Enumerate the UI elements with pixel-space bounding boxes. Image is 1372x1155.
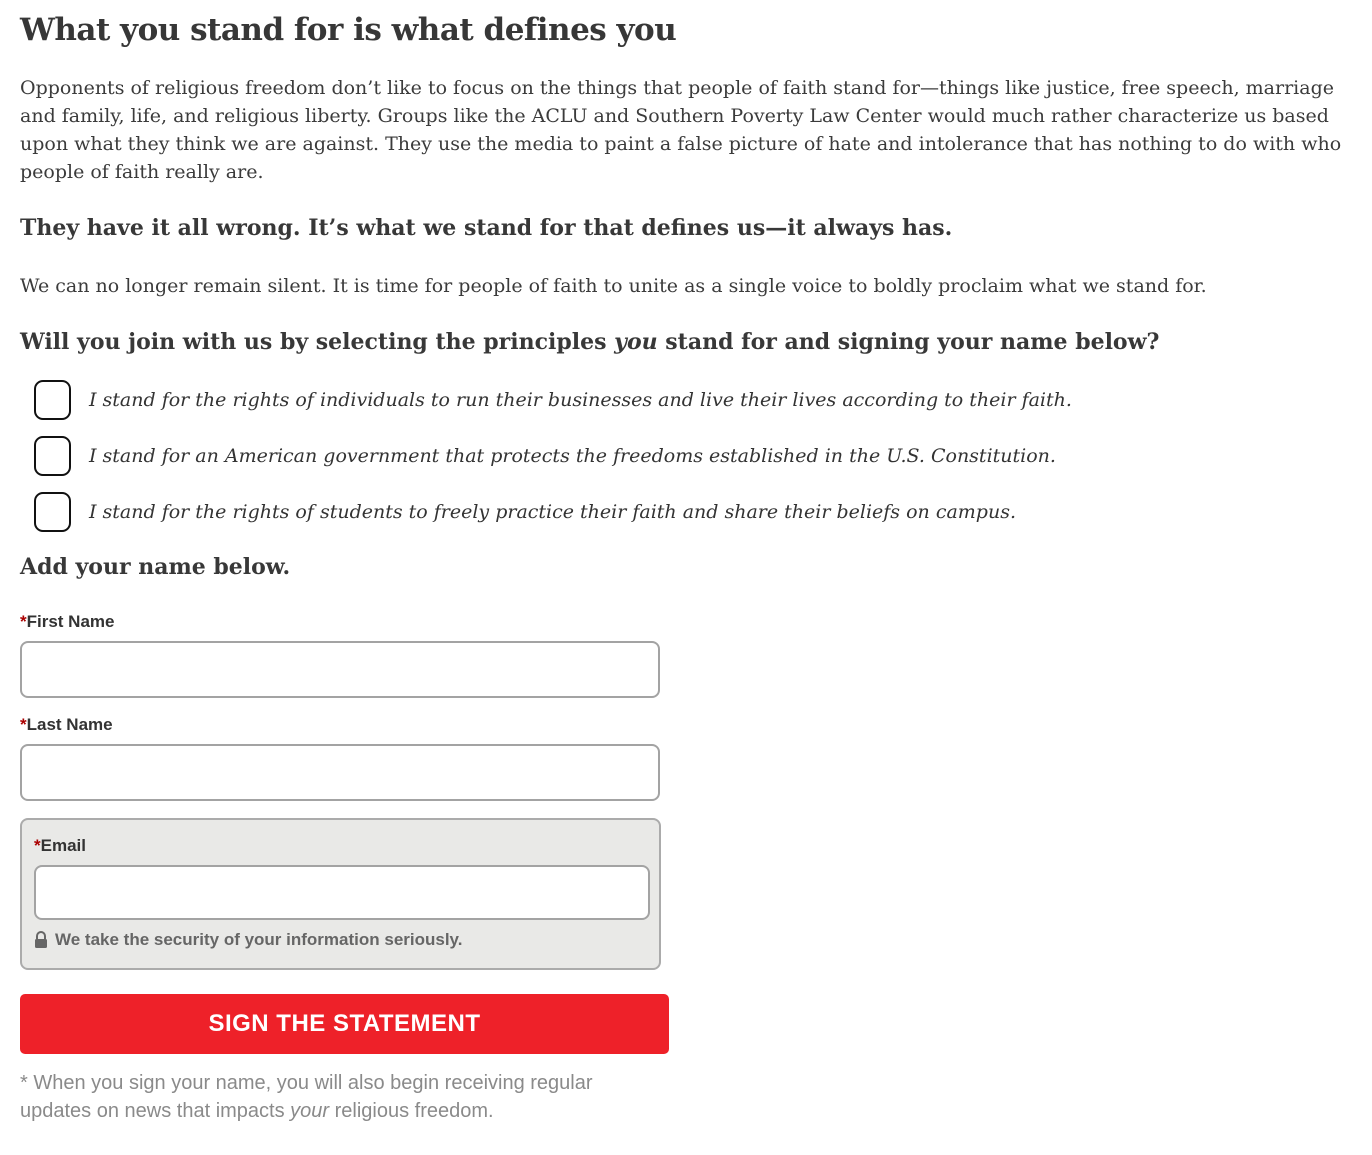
principle-checkbox-government[interactable] bbox=[34, 436, 71, 476]
last-name-input[interactable] bbox=[20, 744, 660, 801]
security-note-text: We take the security of your information seriously. bbox=[55, 930, 463, 949]
principle-checkbox-students[interactable] bbox=[34, 492, 71, 532]
email-label-text: Email bbox=[40, 836, 86, 855]
question-text-emphasis: you bbox=[614, 329, 658, 355]
last-name-label-text: Last Name bbox=[26, 715, 113, 734]
lock-icon bbox=[34, 931, 48, 949]
sign-statement-button[interactable]: SIGN THE STATEMENT bbox=[20, 994, 669, 1054]
callout-paragraph: We can no longer remain silent. It is time for people of faith to unite as a single voice to boldly proclaim what we stand for. bbox=[20, 275, 1207, 297]
first-name-input[interactable] bbox=[20, 641, 660, 698]
question-heading bbox=[20, 328, 1352, 356]
principle-checkbox-businesses[interactable] bbox=[34, 380, 71, 420]
principle-row-students bbox=[34, 492, 1352, 532]
last-name-label bbox=[20, 715, 670, 735]
footer-note bbox=[20, 1069, 650, 1125]
security-note bbox=[34, 930, 647, 950]
first-name-label bbox=[20, 612, 670, 632]
footer-text-after: religious freedom. bbox=[329, 1100, 494, 1122]
email-section bbox=[20, 818, 661, 970]
required-asterisk: * bbox=[20, 715, 27, 734]
principle-label: I stand for an American government that protects the freedoms established in the U.S. Constitution. bbox=[89, 445, 1056, 467]
add-name-heading: Add your name below. bbox=[20, 554, 291, 580]
footer-text-emphasis: your bbox=[290, 1100, 330, 1122]
principle-row-government bbox=[34, 436, 1352, 476]
email-input[interactable] bbox=[34, 865, 650, 920]
footer-text-before: * When you sign your name, you will also begin receiving regular updates on news that impacts bbox=[20, 1072, 593, 1122]
principle-label: I stand for the rights of students to freely practice their faith and share their beliefs on campus. bbox=[89, 501, 1016, 523]
subheading: They have it all wrong. It’s what we stand for that defines us—it always has. bbox=[20, 215, 953, 241]
principle-row-businesses bbox=[34, 380, 1352, 420]
required-asterisk: * bbox=[34, 836, 41, 855]
principle-label: I stand for the rights of individuals to run their businesses and live their lives according to their faith. bbox=[89, 389, 1072, 411]
required-asterisk: * bbox=[20, 612, 27, 631]
intro-paragraph: Opponents of religious freedom don’t like to focus on the things that people of faith stand for—things like justice, free speech, marriage and family, life, and religious liberty. Groups like the ACLU and Southern Poverty Law Center would much rather characterize us based upon what they think we are against. They use the media to paint a false picture of hate and intolerance that has nothing to do with who people of faith really are. bbox=[20, 77, 1342, 183]
question-text-before: Will you join with us by selecting the principles bbox=[20, 329, 615, 355]
principles-list bbox=[20, 380, 1352, 532]
first-name-label-text: First Name bbox=[26, 612, 115, 631]
page-title: What you stand for is what defines you bbox=[20, 12, 677, 48]
signature-form bbox=[20, 612, 670, 1054]
question-text-after: stand for and signing your name below? bbox=[657, 329, 1160, 355]
email-label bbox=[34, 836, 647, 856]
